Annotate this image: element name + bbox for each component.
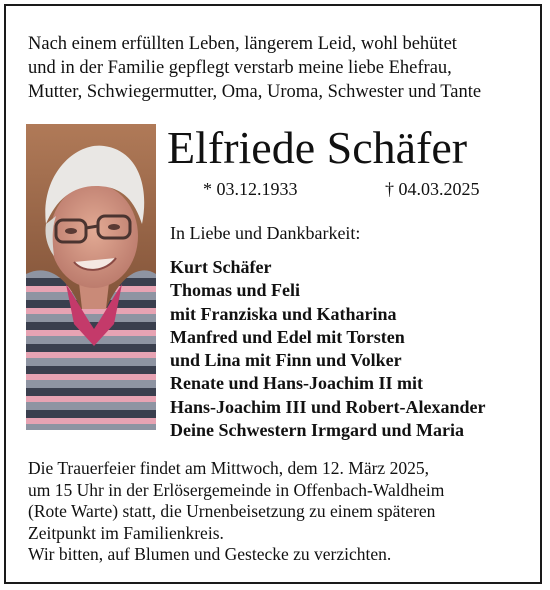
mourner-line: mit Franziska und Katharina xyxy=(170,303,397,324)
mourner-line: Manfred und Edel mit Torsten xyxy=(170,326,405,347)
funeral-info-line: Die Trauerfeier findet am Mittwoch, dem 12. März 2025, xyxy=(28,458,429,478)
funeral-info-line: (Rote Warte) statt, die Urnenbeisetzung zu einem späteren xyxy=(28,501,436,521)
intro-line: Mutter, Schwiegermutter, Oma, Uroma, Schwester und Tante xyxy=(28,82,482,102)
funeral-info xyxy=(28,458,444,566)
mourner-line: Renate und Hans-Joachim II mit xyxy=(170,373,424,394)
dedication-line: In Liebe und Dankbarkeit: xyxy=(170,223,361,243)
intro-line: und in der Familie gepflegt verstarb meine liebe Ehefrau, xyxy=(28,58,452,78)
funeral-info-line: um 15 Uhr in der Erlösergemeinde in Offenbach-Waldheim xyxy=(28,479,445,500)
intro-text xyxy=(28,32,528,104)
deceased-name: Elfriede Schäfer xyxy=(167,122,468,173)
mourners-list xyxy=(170,256,486,442)
portrait-photo xyxy=(26,124,156,430)
birth-date: * 03.12.1933 xyxy=(203,179,298,199)
intro-line: Nach einem erfüllten Leben, längerem Leid, wohl behütet xyxy=(28,34,457,54)
mourner-line: und Lina mit Finn und Volker xyxy=(170,350,402,371)
funeral-info-line: Zeitpunkt im Familienkreis. xyxy=(28,522,224,543)
death-date: † 04.03.2025 xyxy=(385,179,480,199)
funeral-info-line: Wir bitten, auf Blumen und Gestecke zu verzichten. xyxy=(28,544,392,564)
mourner-line: Hans-Joachim III und Robert-Alexander xyxy=(170,396,486,417)
mourner-line: Deine Schwestern Irmgard und Maria xyxy=(170,420,464,441)
mourner-line: Kurt Schäfer xyxy=(170,257,272,277)
mourner-line: Thomas und Feli xyxy=(170,280,301,301)
